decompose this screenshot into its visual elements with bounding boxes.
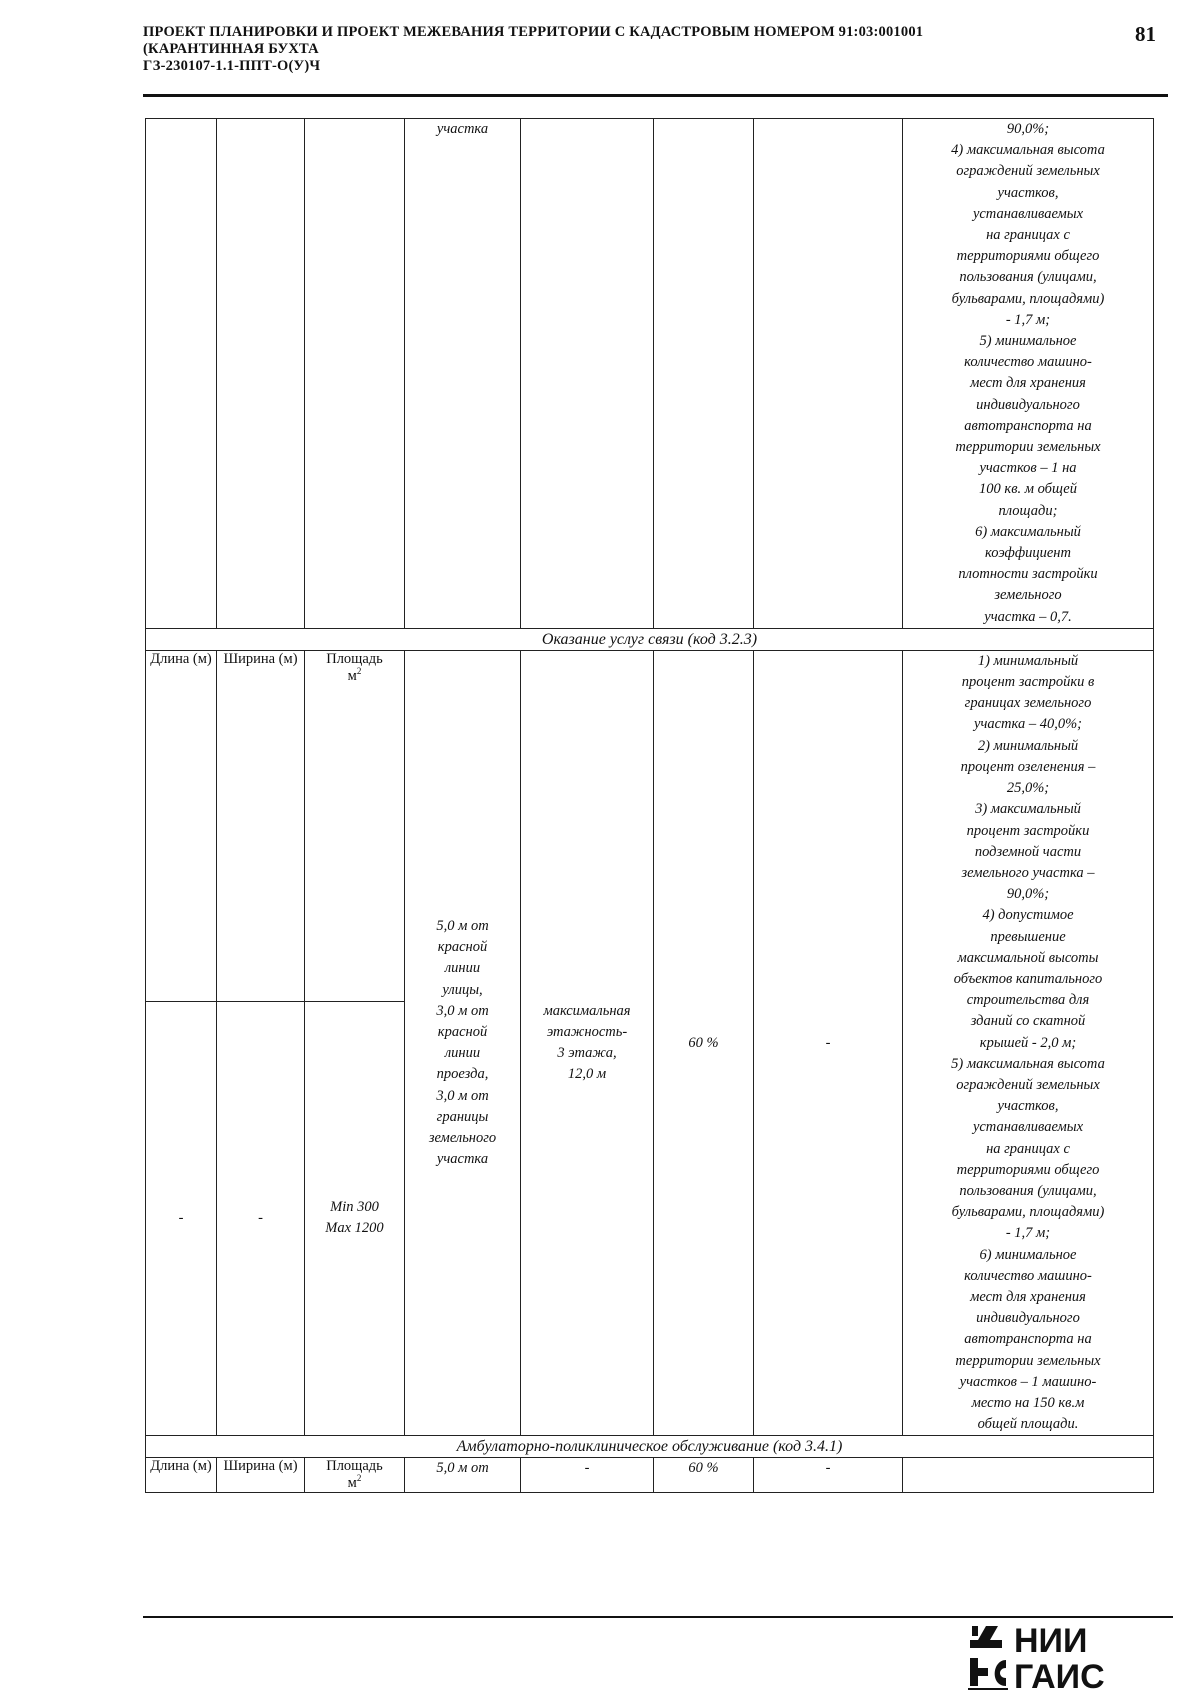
text-line: бульварами, площадями) (951, 1204, 1105, 1221)
text-line: максимальной высоты (957, 949, 1099, 966)
text-line: на границах с (986, 1140, 1070, 1157)
logo-n-bar (978, 1668, 988, 1676)
text-line: 25,0%; (1006, 780, 1050, 797)
header-width: Ширина (м) (217, 650, 305, 1001)
text-line: мест для хранения (970, 1288, 1086, 1305)
text-line: автотранспорта на (964, 417, 1092, 434)
text-line: бульварами, площадями) (951, 290, 1105, 307)
area-max: Max 1200 (325, 1220, 384, 1237)
text-line: - 1,7 м; (1005, 311, 1051, 328)
header-length: Длина (м) (146, 650, 217, 1001)
header-area (305, 1458, 405, 1493)
text-line: участков – 1 на (979, 460, 1077, 477)
text-line: индивидуального (976, 1310, 1080, 1327)
logo-c-mark (995, 1660, 1006, 1686)
text-line: 1) минимальный (977, 652, 1079, 669)
text-line: территории земельных (955, 439, 1101, 456)
text-line: 3) максимальный (975, 801, 1081, 818)
text-line: количество машино- (964, 1267, 1092, 1284)
text-line: красной (437, 1023, 488, 1040)
text-line: процент застройки (966, 822, 1090, 839)
logo-underline (968, 1688, 1008, 1690)
header-document-code: ГЗ-230107-1.1-ППТ-О(У)Ч (143, 58, 321, 74)
text-line: зданий со скатной (970, 1013, 1086, 1030)
text-line: плотности застройки (958, 566, 1098, 583)
area-min: Min 300 (330, 1199, 379, 1216)
cell-requirements (903, 650, 1154, 1436)
header-area-sup: 2 (356, 666, 362, 677)
text-line: 6) минимальное (979, 1246, 1077, 1263)
text-line: - 1,7 м; (1005, 1225, 1051, 1242)
cell-col7: - (754, 650, 903, 1436)
text-line: территории земельных (955, 1352, 1101, 1369)
cell-area (305, 119, 405, 629)
text-line: территориями общего (956, 248, 1100, 265)
header-length: Длина (м) (146, 1458, 217, 1493)
text-line: 90,0%; (1006, 886, 1050, 903)
logo-text-top: НИИ (1014, 1622, 1088, 1660)
cell-setback: участка (405, 119, 521, 629)
section-title: Амбулаторно-поликлиническое обслуживание (код 3.4.1) (146, 1436, 1154, 1458)
text-line: земельного (428, 1129, 497, 1146)
logo-mark (968, 1626, 1008, 1690)
cell-area (305, 1001, 405, 1436)
section-row-communications (146, 628, 1154, 650)
cell-width: - (217, 1001, 305, 1436)
text-line: 6) максимальный (975, 523, 1081, 540)
text-line: 3,0 м от (436, 1002, 489, 1019)
text-line: на границах с (986, 227, 1070, 244)
cell-floors (521, 119, 654, 629)
header-divider (143, 94, 1168, 97)
continued-row (146, 119, 1154, 629)
text-line: процент застройки в (961, 674, 1095, 691)
text-line: ограждений земельных (956, 1076, 1100, 1093)
text-line: превышение (990, 928, 1066, 945)
text-line: пользования (улицами, (959, 269, 1097, 286)
text-line: общей площади. (977, 1416, 1079, 1433)
cell-col7: - (754, 1458, 903, 1493)
text-line: проезда, (436, 1066, 489, 1083)
cell-coverage (654, 119, 754, 629)
text-line: 12,0 м (567, 1066, 607, 1083)
header-title-line2: (КАРАНТИННАЯ БУХТА (143, 41, 319, 57)
text-line: участков – 1 машино- (959, 1373, 1097, 1390)
institute-logo (968, 1622, 1168, 1692)
text-line: участка – 40,0%; (974, 716, 1082, 733)
data-row-communications (146, 650, 1154, 1001)
section-title: Оказание услуг связи (код 3.2.3) (146, 628, 1154, 650)
text-line: этажность- (546, 1023, 628, 1040)
cell-requirements (903, 119, 1154, 629)
text-line: линии (444, 1045, 481, 1062)
text-line: 2) минимальный (977, 737, 1079, 754)
text-line: красной (437, 939, 488, 956)
logo-text-bottom: ГАИС (1014, 1658, 1105, 1692)
text-line: максимальная (543, 1002, 631, 1019)
text-line: индивидуального (976, 396, 1080, 413)
cell-setback (405, 650, 521, 1436)
cell-requirements (903, 1458, 1154, 1493)
data-row-outpatient (146, 1458, 1154, 1493)
header-width: Ширина (м) (217, 1458, 305, 1493)
regulations-table (145, 118, 1154, 1493)
text-line: подземной части (974, 843, 1082, 860)
text-line: участка – 0,7. (984, 608, 1072, 625)
text-line: линии (444, 960, 481, 977)
text-line: 90,0%; (1006, 121, 1050, 137)
text-line: объектов капитального (953, 970, 1103, 987)
text-line: территориями общего (956, 1161, 1100, 1178)
text-line: земельного (994, 587, 1062, 604)
text-line: ограждений земельных (956, 163, 1100, 180)
text-line: границы (436, 1108, 489, 1125)
header-area-label: Площадь (326, 650, 383, 667)
cell-width (217, 119, 305, 629)
text-line: количество машино- (964, 354, 1092, 371)
text-line: участка (436, 1151, 489, 1168)
text-line: 4) максимальная высота (951, 142, 1105, 159)
document-header (143, 24, 1183, 75)
cell-length (146, 119, 217, 629)
text-line: крышей - 2,0 м; (979, 1034, 1077, 1051)
text-line: участков, (997, 184, 1059, 201)
logo-bar-mark (972, 1626, 978, 1636)
text-line: 3 этажа, (557, 1045, 617, 1062)
cell-coverage: 60 % (654, 1458, 754, 1493)
header-area-unit: м (347, 1475, 357, 1492)
text-line: коэффициент (985, 545, 1071, 562)
text-line: 100 кв. м общей (979, 481, 1077, 498)
text-line: устанавливаемых (972, 205, 1084, 222)
text-line: процент озеленения – (960, 758, 1096, 775)
floors-text (523, 1001, 651, 1086)
footer-divider (143, 1616, 1173, 1618)
requirements-text (905, 651, 1151, 1436)
page-number: 81 (1135, 22, 1156, 46)
text-line: земельного участка – (961, 864, 1095, 881)
text-line: 5) минимальное (979, 333, 1077, 350)
header-area (305, 650, 405, 1001)
cell-coverage: 60 % (654, 650, 754, 1436)
cell-floors (521, 650, 654, 1436)
text-line: 4) допустимое (982, 907, 1074, 924)
header-title-line1: ПРОЕКТ ПЛАНИРОВКИ И ПРОЕКТ МЕЖЕВАНИЯ ТЕРРИТОРИИ С КАДАСТРОВЫМ НОМЕРОМ 91:03:001001 (143, 24, 924, 40)
cell-floors: - (521, 1458, 654, 1493)
section-row-outpatient (146, 1436, 1154, 1458)
text-line: автотранспорта на (964, 1331, 1092, 1348)
text-line: место на 150 кв.м (971, 1394, 1085, 1411)
text-line: пользования (улицами, (959, 1182, 1097, 1199)
header-area-unit: м (347, 667, 357, 684)
requirements-text (905, 119, 1151, 628)
setback-text (407, 916, 518, 1170)
text-line: границах земельного (964, 695, 1092, 712)
text-line: 5,0 м от (436, 917, 489, 934)
text-line: 3,0 м от (436, 1087, 489, 1104)
text-line: участков, (997, 1098, 1059, 1115)
logo-n-left (970, 1658, 978, 1686)
text-line: площади; (998, 502, 1058, 519)
header-area-label: Площадь (326, 1458, 383, 1475)
text-line: устанавливаемых (972, 1119, 1084, 1136)
cell-length: - (146, 1001, 217, 1436)
cell-col7 (754, 119, 903, 629)
text-line: строительства для (966, 992, 1090, 1009)
text-line: 5) максимальная высота (951, 1055, 1105, 1072)
cell-setback: 5,0 м от (405, 1458, 521, 1493)
text-line: мест для хранения (970, 375, 1086, 392)
text-line: улицы, (442, 981, 483, 998)
header-area-sup: 2 (356, 1473, 362, 1484)
